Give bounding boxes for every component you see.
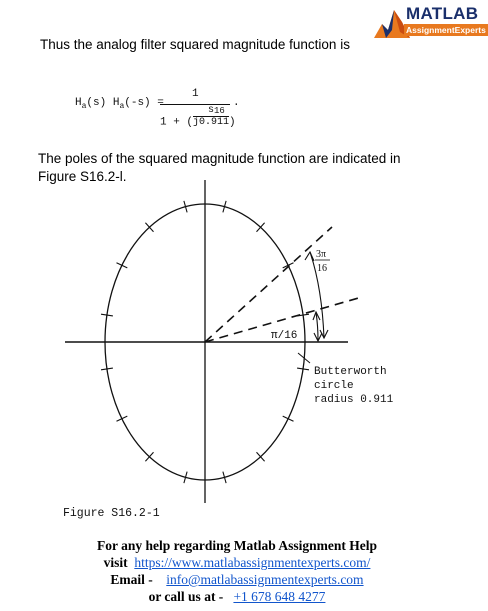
eq-exponent: 16 <box>214 106 225 116</box>
eq-den-frac-num: s <box>193 105 229 117</box>
angle-label-3pi-num: 3π <box>316 249 327 260</box>
footer-line2 <box>0 554 474 571</box>
pole-mark <box>283 416 294 421</box>
eq-lhs: H <box>75 97 82 109</box>
eq-lhs-end: (-s) = <box>124 97 164 109</box>
pole-mark <box>117 416 128 421</box>
footer-line3 <box>0 571 474 588</box>
equation <box>75 88 255 138</box>
eq-sub-a2: a <box>119 102 125 112</box>
phone-link[interactable]: +1 678 648 4277 <box>233 589 326 604</box>
circle-label-line1: Butterworth <box>314 366 387 378</box>
call-label: or call us at - <box>148 589 224 604</box>
angle-label-pi-16: π/16 <box>271 330 298 342</box>
intro-text: Thus the analog filter squared magnitude function is <box>40 37 350 52</box>
poles-text: The poles of the squared magnitude function are indicated in Figure S16.2-l. <box>38 151 401 184</box>
visit-label: visit <box>103 555 128 570</box>
figure-caption: Figure S16.2-1 <box>63 507 160 520</box>
pole-diagram <box>0 178 474 518</box>
logo-title: MATLAB <box>406 4 479 23</box>
email-label: Email - <box>110 572 153 587</box>
dashed-line-3pi-16 <box>205 227 332 342</box>
circle-label-line2: circle <box>314 380 354 392</box>
email-link[interactable]: info@matlabassignmentexperts.com <box>166 572 364 587</box>
website-link[interactable]: https://www.matlabassignmentexperts.com/ <box>134 555 371 570</box>
angle-label-3pi-den: 16 <box>317 263 327 274</box>
eq-lhs-mid: (s) H <box>86 97 120 109</box>
eq-den-frac-den: j0.911 <box>193 117 230 128</box>
eq-sub-a1: a <box>81 102 87 112</box>
eq-numerator: 1 <box>192 88 199 100</box>
logo-subtitle: AssignmentExperts <box>406 25 486 35</box>
brand-logo <box>372 2 486 44</box>
eq-trailing: . <box>233 97 240 109</box>
pole-mark <box>117 263 128 268</box>
footer <box>0 537 474 605</box>
eq-den-suffix: ) <box>229 116 236 129</box>
circle-label-line3: radius 0.911 <box>314 394 394 406</box>
footer-line1: For any help regarding Matlab Assignment Help <box>96 538 378 553</box>
eq-den-prefix: 1 + ( <box>160 116 194 129</box>
footer-line4 <box>0 588 474 605</box>
